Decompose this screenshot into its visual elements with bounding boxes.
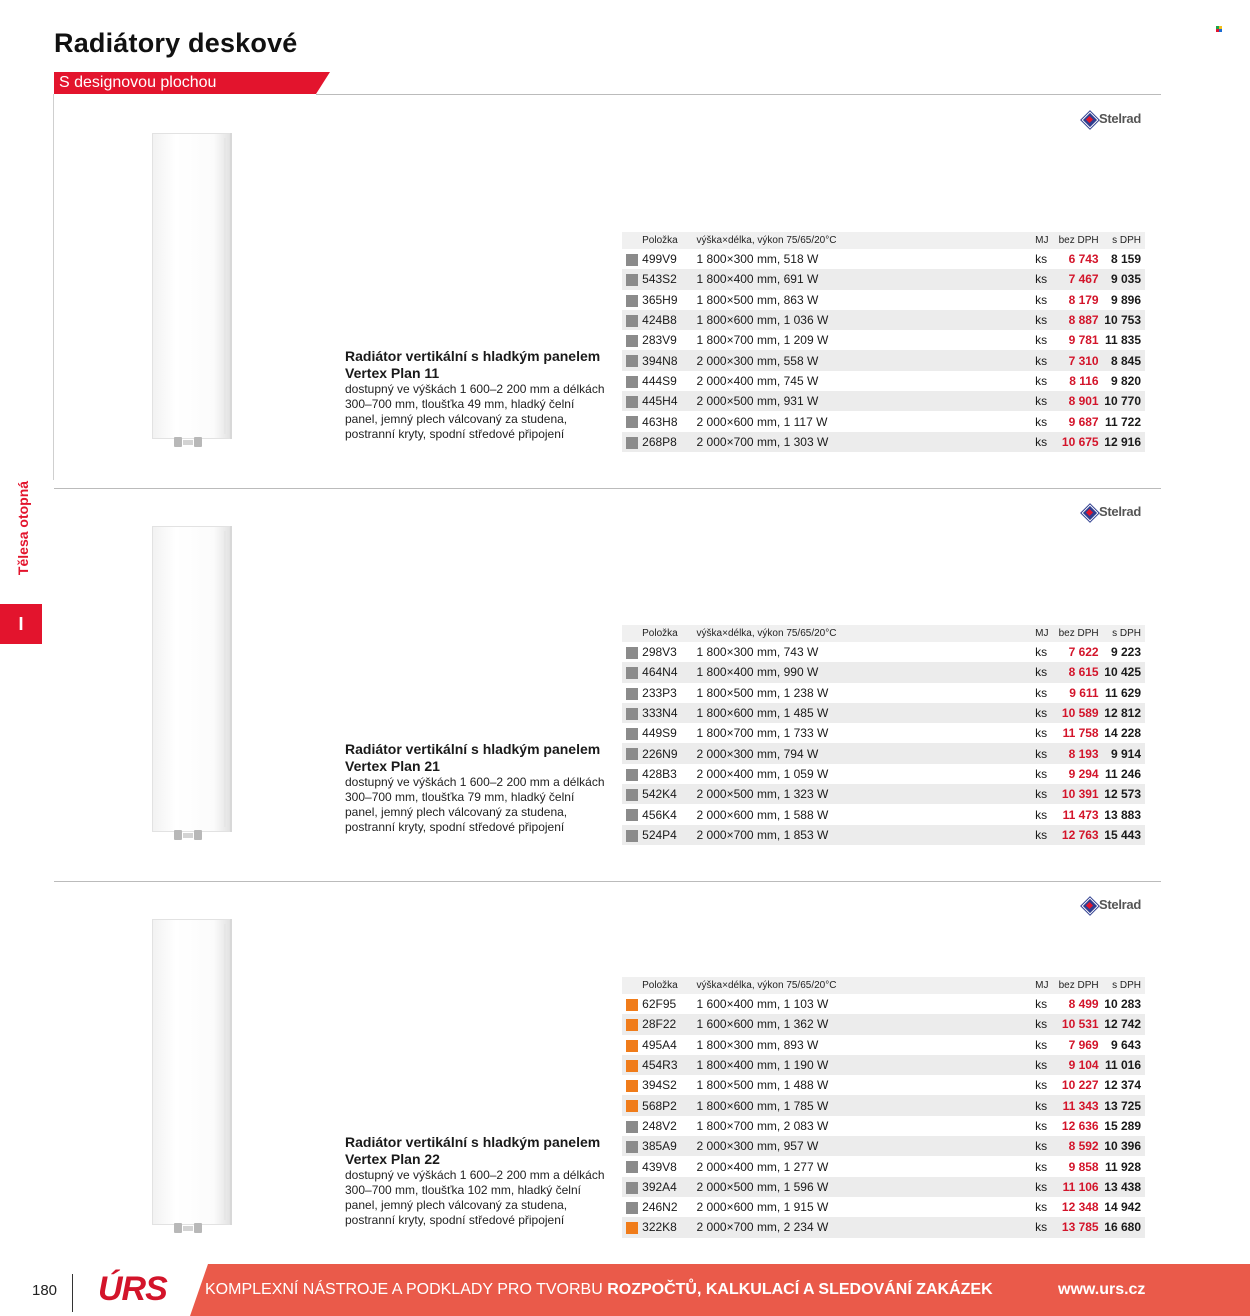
header-s-dph: s DPH [1112,980,1141,991]
item-unit: ks [1035,807,1048,822]
price-with-vat: 11 928 [1104,1159,1141,1174]
price-with-vat: 11 835 [1104,333,1141,348]
availability-square-icon [626,437,638,449]
availability-square-icon [626,416,638,428]
header-polozka: Položka [642,628,678,639]
item-code: 463H8 [642,414,678,429]
item-code: 392A4 [642,1179,677,1194]
side-tab-label: Tělesa otopná [15,480,31,576]
availability-square-icon [626,1161,638,1173]
price-without-vat: 8 193 [1068,746,1099,761]
availability-square-icon [626,1100,638,1112]
footer-slogan [205,1281,993,1299]
footer-url[interactable]: www.urs.cz [1058,1281,1146,1298]
item-unit: ks [1035,313,1048,328]
stelrad-logo-icon [1082,505,1096,519]
item-unit: ks [1035,292,1048,307]
price-without-vat: 12 763 [1061,827,1099,842]
price-with-vat: 11 246 [1104,766,1141,781]
price-with-vat: 11 722 [1104,414,1141,429]
table-row [622,1217,1145,1237]
header-spec: výška×délka, výkon 75/65/20°C [696,235,837,246]
price-with-vat: 13 725 [1104,1098,1141,1113]
price-without-vat: 10 227 [1061,1078,1099,1093]
price-without-vat: 8 887 [1068,313,1099,328]
item-code: 568P2 [642,1098,677,1113]
product-section [54,95,1161,488]
item-unit: ks [1035,1139,1048,1154]
table-row [622,764,1145,784]
product-name: Radiátor vertikální s hladkým panelem Vertex Plan 22 [345,1134,601,1167]
price-without-vat: 7 310 [1068,353,1099,368]
availability-square-icon [626,335,638,347]
price-with-vat: 15 443 [1104,827,1141,842]
availability-square-icon [626,708,638,720]
price-with-vat: 10 425 [1104,665,1141,680]
item-spec: 1 800×700 mm, 1 733 W [696,726,829,741]
item-spec: 2 000×600 mm, 1 915 W [696,1200,829,1215]
item-spec: 2 000×700 mm, 2 234 W [696,1220,829,1235]
urs-logo: ÚRS [98,1270,167,1308]
item-unit: ks [1035,1220,1048,1235]
table-row [622,743,1145,763]
item-code: 499V9 [642,252,677,267]
item-spec: 1 800×500 mm, 1 488 W [696,1078,829,1093]
availability-square-icon [626,1121,638,1133]
item-unit: ks [1035,333,1048,348]
header-spec: výška×délka, výkon 75/65/20°C [696,628,837,639]
item-unit: ks [1035,434,1048,449]
item-code: 445H4 [642,394,678,409]
table-row [622,269,1145,289]
item-code: 454R3 [642,1058,678,1073]
table-row [622,683,1145,703]
table-row [622,310,1145,330]
item-unit: ks [1035,706,1048,721]
availability-square-icon [626,1182,638,1194]
divider [54,881,1161,882]
table-row [622,1177,1145,1197]
item-code: 365H9 [642,292,678,307]
item-code: 542K4 [642,787,677,802]
corner-color-mark [1216,26,1225,33]
table-row [622,1197,1145,1217]
availability-square-icon [626,376,638,388]
price-without-vat: 8 116 [1069,373,1099,388]
stelrad-logo [1082,897,1141,912]
item-code: 495A4 [642,1037,677,1052]
availability-square-icon [626,1202,638,1214]
item-spec: 2 000×700 mm, 1 853 W [696,827,829,842]
header-mj: MJ [1035,628,1049,639]
header-s-dph: s DPH [1112,628,1141,639]
item-unit: ks [1035,394,1048,409]
table-row [622,642,1145,662]
availability-square-icon [626,1222,638,1234]
availability-square-icon [626,688,638,700]
price-with-vat: 9 223 [1110,645,1141,660]
item-unit: ks [1035,252,1048,267]
price-without-vat: 8 499 [1068,997,1099,1012]
item-unit: ks [1035,1098,1048,1113]
divider [72,1274,73,1312]
price-without-vat: 9 687 [1068,414,1099,429]
header-polozka: Položka [642,235,678,246]
item-spec: 2 000×400 mm, 1 059 W [696,766,829,781]
brand-name: Stelrad [1099,111,1141,126]
availability-square-icon [626,274,638,286]
price-without-vat: 9 858 [1068,1159,1099,1174]
availability-square-icon [626,748,638,760]
item-code: 464N4 [642,665,678,680]
item-spec: 2 000×600 mm, 1 588 W [696,807,829,822]
item-spec: 1 800×300 mm, 893 W [696,1037,819,1052]
availability-square-icon [626,1019,638,1031]
price-with-vat: 10 753 [1104,313,1141,328]
item-unit: ks [1035,685,1048,700]
item-spec: 1 800×700 mm, 2 083 W [696,1118,829,1133]
price-without-vat: 9 781 [1068,333,1099,348]
availability-square-icon [626,1040,638,1052]
price-without-vat: 8 179 [1068,292,1099,307]
item-code: 394S2 [642,1078,677,1093]
item-spec: 1 800×700 mm, 1 209 W [696,333,829,348]
availability-square-icon [626,315,638,327]
price-with-vat: 16 680 [1104,1220,1141,1235]
table-row [622,662,1145,682]
item-spec: 1 800×500 mm, 1 238 W [696,685,829,700]
stelrad-logo [1082,111,1141,126]
product-name: Radiátor vertikální s hladkým panelem Vertex Plan 21 [345,741,601,774]
table-header-row [622,232,1145,249]
price-without-vat: 7 467 [1068,272,1099,287]
table-row [622,784,1145,804]
item-unit: ks [1035,1078,1048,1093]
availability-square-icon [626,254,638,266]
item-spec: 1 800×300 mm, 518 W [696,252,819,267]
item-code: 226N9 [642,746,678,761]
header-mj: MJ [1035,980,1049,991]
table-row [622,391,1145,411]
price-without-vat: 11 106 [1062,1179,1099,1194]
table-row [622,1116,1145,1136]
price-without-vat: 8 901 [1068,394,1099,409]
price-with-vat: 12 812 [1104,706,1141,721]
product-description-block [345,741,605,835]
price-with-vat: 10 770 [1104,394,1141,409]
product-description-block [345,1134,605,1228]
price-without-vat: 9 294 [1068,766,1099,781]
item-unit: ks [1035,645,1048,660]
product-description: dostupný ve výškách 1 600–2 200 mm a délkách 300–700 mm, tloušťka 79 mm, hladký čelní panel, jemný plech válcovaný za studena, postranní kryty, spodní středové připojení [345,775,605,834]
item-unit: ks [1035,272,1048,287]
item-spec: 1 800×400 mm, 691 W [696,272,819,287]
price-without-vat: 7 969 [1068,1037,1099,1052]
stelrad-logo-icon [1082,112,1096,126]
price-table [622,625,1145,845]
price-with-vat: 12 573 [1104,787,1141,802]
item-unit: ks [1035,373,1048,388]
availability-square-icon [626,830,638,842]
price-without-vat: 10 589 [1061,706,1099,721]
product-description: dostupný ve výškách 1 600–2 200 mm a délkách 300–700 mm, tloušťka 102 mm, hladký čelní panel, jemný plech válcovaný za studena, postranní kryty, spodní středové připojení [345,1168,605,1227]
item-spec: 1 800×300 mm, 743 W [696,645,819,660]
item-unit: ks [1035,787,1048,802]
price-with-vat: 12 374 [1104,1078,1141,1093]
item-spec: 2 000×700 mm, 1 303 W [696,434,829,449]
availability-square-icon [626,1080,638,1092]
availability-square-icon [626,396,638,408]
item-spec: 1 800×600 mm, 1 036 W [696,313,829,328]
availability-square-icon [626,809,638,821]
price-with-vat: 11 016 [1104,1058,1141,1073]
footer-slogan-bold: ROZPOČTŮ, KALKULACÍ A SLEDOVÁNÍ ZAKÁZEK [607,1281,993,1298]
footer-slogan-normal: KOMPLEXNÍ NÁSTROJE A PODKLADY PRO TVORBU [205,1281,608,1298]
page-number: 180 [32,1282,58,1299]
item-code: 333N4 [642,706,678,721]
item-spec: 2 000×500 mm, 1 596 W [696,1179,829,1194]
item-unit: ks [1035,766,1048,781]
item-code: 248V2 [642,1118,677,1133]
item-unit: ks [1035,1118,1048,1133]
price-without-vat: 10 391 [1061,787,1099,802]
price-with-vat: 14 228 [1104,726,1141,741]
price-with-vat: 12 916 [1104,434,1141,449]
header-bez-dph: bez DPH [1058,628,1099,639]
item-unit: ks [1035,827,1048,842]
item-code: 322K8 [642,1220,677,1235]
item-unit: ks [1035,726,1048,741]
table-row [622,703,1145,723]
item-unit: ks [1035,1200,1048,1215]
table-row [622,804,1145,824]
price-with-vat: 13 883 [1104,807,1141,822]
price-with-vat: 10 283 [1104,997,1141,1012]
price-with-vat: 9 820 [1110,373,1141,388]
price-without-vat: 12 348 [1061,1200,1099,1215]
price-with-vat: 11 629 [1104,685,1141,700]
table-row [622,1095,1145,1115]
item-code: 246N2 [642,1200,678,1215]
item-spec: 2 000×500 mm, 1 323 W [696,787,829,802]
table-row [622,432,1145,452]
item-code: 385A9 [642,1139,677,1154]
header-mj: MJ [1035,235,1049,246]
item-code: 449S9 [642,726,677,741]
radiator-image [152,919,232,1235]
availability-square-icon [626,647,638,659]
item-spec: 2 000×300 mm, 957 W [696,1139,819,1154]
radiator-image [152,133,232,449]
price-without-vat: 11 343 [1062,1098,1099,1113]
item-code: 444S9 [642,373,677,388]
price-with-vat: 14 942 [1104,1200,1141,1215]
stelrad-logo-icon [1082,898,1096,912]
price-without-vat: 8 592 [1068,1139,1099,1154]
item-code: 428B3 [642,766,677,781]
item-spec: 2 000×300 mm, 558 W [696,353,819,368]
header-spec: výška×délka, výkon 75/65/20°C [696,980,837,991]
table-row [622,825,1145,845]
item-spec: 1 800×400 mm, 990 W [696,665,819,680]
product-section [54,488,1161,881]
item-code: 394N8 [642,353,678,368]
price-without-vat: 10 531 [1061,1017,1099,1032]
item-spec: 1 800×400 mm, 1 190 W [696,1058,829,1073]
item-code: 62F95 [642,997,677,1012]
availability-square-icon [626,769,638,781]
price-without-vat: 8 615 [1068,665,1099,680]
divider [54,488,1161,489]
brand-name: Stelrad [1099,504,1141,519]
item-spec: 1 800×600 mm, 1 485 W [696,706,829,721]
availability-square-icon [626,1060,638,1072]
item-spec: 2 000×400 mm, 1 277 W [696,1159,829,1174]
item-spec: 1 800×500 mm, 863 W [696,292,819,307]
availability-square-icon [626,789,638,801]
product-description: dostupný ve výškách 1 600–2 200 mm a délkách 300–700 mm, tloušťka 49 mm, hladký čelní panel, jemný plech válcovaný za studena, postranní kryty, spodní středové připojení [345,382,605,441]
price-with-vat: 9 914 [1110,746,1141,761]
header-bez-dph: bez DPH [1058,235,1099,246]
table-row [622,249,1145,269]
price-with-vat: 12 742 [1104,1017,1141,1032]
availability-square-icon [626,1141,638,1153]
table-row [622,1055,1145,1075]
table-row [622,411,1145,431]
table-row [622,994,1145,1014]
item-code: 524P4 [642,827,677,842]
table-header-row [622,625,1145,642]
item-code: 268P8 [642,434,677,449]
price-with-vat: 15 289 [1104,1118,1141,1133]
price-without-vat: 9 611 [1069,685,1099,700]
price-with-vat: 9 896 [1110,292,1141,307]
item-unit: ks [1035,1159,1048,1174]
header-polozka: Položka [642,980,678,991]
table-row [622,1136,1145,1156]
item-code: 283V9 [642,333,677,348]
availability-square-icon [626,667,638,679]
item-code: 543S2 [642,272,677,287]
price-table [622,232,1145,452]
table-row [622,1075,1145,1095]
price-without-vat: 11 758 [1062,726,1099,741]
page-title: Radiátory deskové [54,28,298,58]
item-unit: ks [1035,1037,1048,1052]
item-spec: 2 000×400 mm, 745 W [696,373,819,388]
header-bez-dph: bez DPH [1058,980,1099,991]
stelrad-logo [1082,504,1141,519]
table-row [622,350,1145,370]
item-code: 456K4 [642,807,677,822]
item-code: 439V8 [642,1159,677,1174]
product-description-block [345,348,605,442]
availability-square-icon [626,728,638,740]
item-spec: 1 600×400 mm, 1 103 W [696,997,829,1012]
header-s-dph: s DPH [1112,235,1141,246]
availability-square-icon [626,295,638,307]
table-row [622,290,1145,310]
item-code: 28F22 [642,1017,677,1032]
price-without-vat: 12 636 [1061,1118,1099,1133]
radiator-image [152,526,232,842]
item-unit: ks [1035,997,1048,1012]
item-unit: ks [1035,1179,1048,1194]
price-with-vat: 8 159 [1110,252,1141,267]
item-spec: 2 000×600 mm, 1 117 W [696,414,828,429]
item-spec: 1 800×600 mm, 1 785 W [696,1098,829,1113]
price-without-vat: 9 104 [1068,1058,1099,1073]
table-row [622,1014,1145,1034]
price-without-vat: 6 743 [1068,252,1099,267]
price-without-vat: 13 785 [1061,1220,1099,1235]
price-table [622,977,1145,1238]
side-tab-letter: I [0,604,42,644]
price-with-vat: 10 396 [1104,1139,1141,1154]
item-spec: 2 000×500 mm, 931 W [696,394,819,409]
price-with-vat: 8 845 [1110,353,1141,368]
price-without-vat: 11 473 [1062,807,1099,822]
product-section [54,881,1161,1274]
item-unit: ks [1035,746,1048,761]
item-code: 424B8 [642,313,677,328]
table-row [622,1035,1145,1055]
item-code: 233P3 [642,685,677,700]
section-subtitle: S designovou plochou [54,72,316,94]
item-unit: ks [1035,353,1048,368]
item-spec: 2 000×300 mm, 794 W [696,746,819,761]
item-spec: 1 600×600 mm, 1 362 W [696,1017,829,1032]
footer [0,1264,1250,1316]
price-with-vat: 9 035 [1110,272,1141,287]
item-unit: ks [1035,1058,1048,1073]
table-row [622,1156,1145,1176]
table-header-row [622,977,1145,994]
availability-square-icon [626,999,638,1011]
item-unit: ks [1035,414,1048,429]
table-row [622,723,1145,743]
table-row [622,330,1145,350]
availability-square-icon [626,355,638,367]
product-name: Radiátor vertikální s hladkým panelem Vertex Plan 11 [345,348,601,381]
side-tab [8,468,38,588]
price-with-vat: 9 643 [1110,1037,1141,1052]
price-without-vat: 7 622 [1068,645,1099,660]
table-row [622,371,1145,391]
item-unit: ks [1035,665,1048,680]
price-with-vat: 13 438 [1104,1179,1141,1194]
item-code: 298V3 [642,645,677,660]
brand-name: Stelrad [1099,897,1141,912]
item-unit: ks [1035,1017,1048,1032]
price-without-vat: 10 675 [1061,434,1099,449]
